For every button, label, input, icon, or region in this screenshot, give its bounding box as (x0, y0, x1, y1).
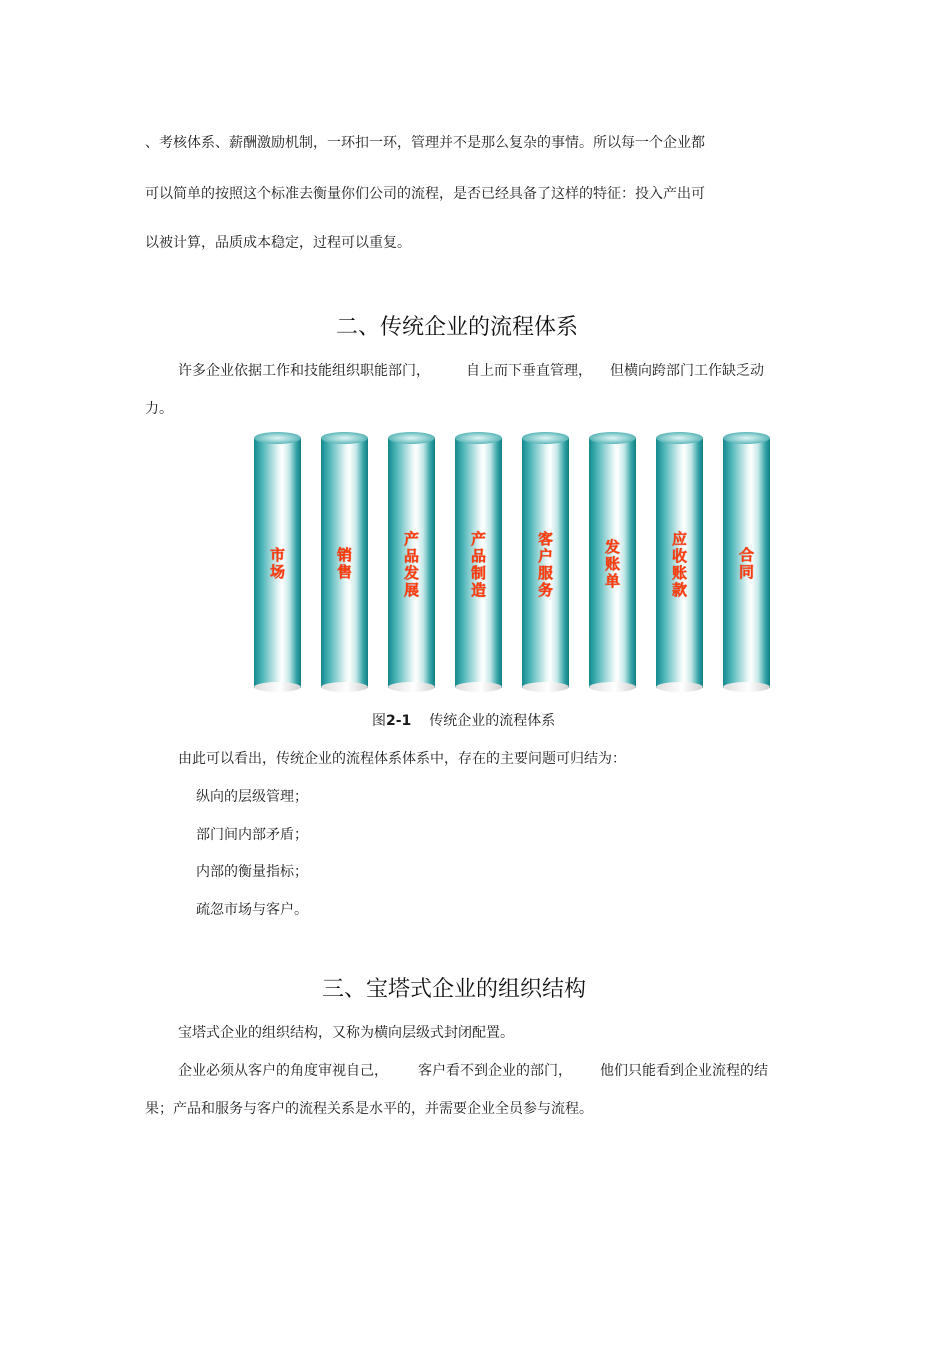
pillar-customer-service (522, 432, 569, 694)
problems-lead: 由此可以看出，传统企业的流程体系体系中，存在的主要问题可归结为： (178, 751, 626, 767)
pillar-billing (589, 432, 636, 694)
pillar-label-billing: 发 账 单 (604, 538, 620, 590)
section-2-paragraph (178, 361, 764, 381)
section-3-text-c: 他们只能看到企业流程的结 (600, 1063, 768, 1079)
problem-item-1: 纵向的层级管理； (196, 789, 308, 805)
pillar-accounts-receivable (656, 432, 703, 694)
problem-item-4: 疏忽市场与客户。 (196, 902, 308, 918)
section-3-heading: 三、宝塔式企业的组织结构 (322, 977, 587, 1002)
figure-caption-number: 2-1 (386, 713, 412, 729)
figure-caption-prefix: 图 (372, 713, 386, 729)
section-2-text-b: 自上而下垂直管理， (466, 363, 592, 379)
pillar-sales (321, 432, 368, 694)
figure-caption (372, 711, 555, 731)
intro-line-3: 以被计算，品质成本稳定，过程可以重复。 (145, 235, 411, 251)
problem-item-3: 内部的衡量指标； (196, 864, 308, 880)
section-3-paragraph-2 (178, 1061, 768, 1081)
pillar-market (254, 432, 301, 694)
intro-line-1: 、考核体系、薪酬激励机制，一环扣一环，管理并不是那么复杂的事情。所以每一个企业都 (145, 135, 705, 151)
section-2-heading: 二、传统企业的流程体系 (336, 315, 579, 340)
section-3-text-a: 企业必须从客户的角度审视自己， (178, 1063, 388, 1079)
figure-caption-text: 传统企业的流程体系 (429, 713, 556, 729)
section-2-text-d: 力。 (145, 401, 173, 417)
section-3-paragraph-1: 宝塔式企业的组织结构，又称为横向层级式封闭配置。 (178, 1025, 514, 1041)
intro-line-2: 可以简单的按照这个标准去衡量你们公司的流程，是否已经具备了这样的特征：投入产出可 (145, 186, 705, 202)
pillar-label-contract: 合 同 (738, 546, 754, 581)
pillar-label-customer-service: 客 户 服 务 (537, 530, 553, 599)
pillar-label-market: 市 场 (269, 546, 285, 581)
pillar-contract (723, 432, 770, 694)
section-3-text-b: 客户看不到企业的部门， (418, 1063, 572, 1079)
problem-item-2: 部门间内部矛盾； (196, 827, 308, 843)
section-3-text-d: 果；产品和服务与客户的流程关系是水平的，并需要企业全员参与流程。 (145, 1101, 593, 1117)
pillar-label-product-manufacturing: 产 品 制 造 (470, 530, 486, 599)
section-2-text-a: 许多企业依据工作和技能组织职能部门， (178, 363, 430, 379)
pillar-label-product-development: 产 品 发 展 (403, 530, 419, 599)
pillar-product-development (388, 432, 435, 694)
pillar-label-sales: 销 售 (336, 546, 352, 581)
traditional-process-figure (250, 432, 780, 696)
section-2-text-c: 但横向跨部门工作缺乏动 (610, 363, 764, 379)
pillar-label-accounts-receivable: 应 收 账 款 (671, 530, 687, 599)
pillar-product-manufacturing (455, 432, 502, 694)
